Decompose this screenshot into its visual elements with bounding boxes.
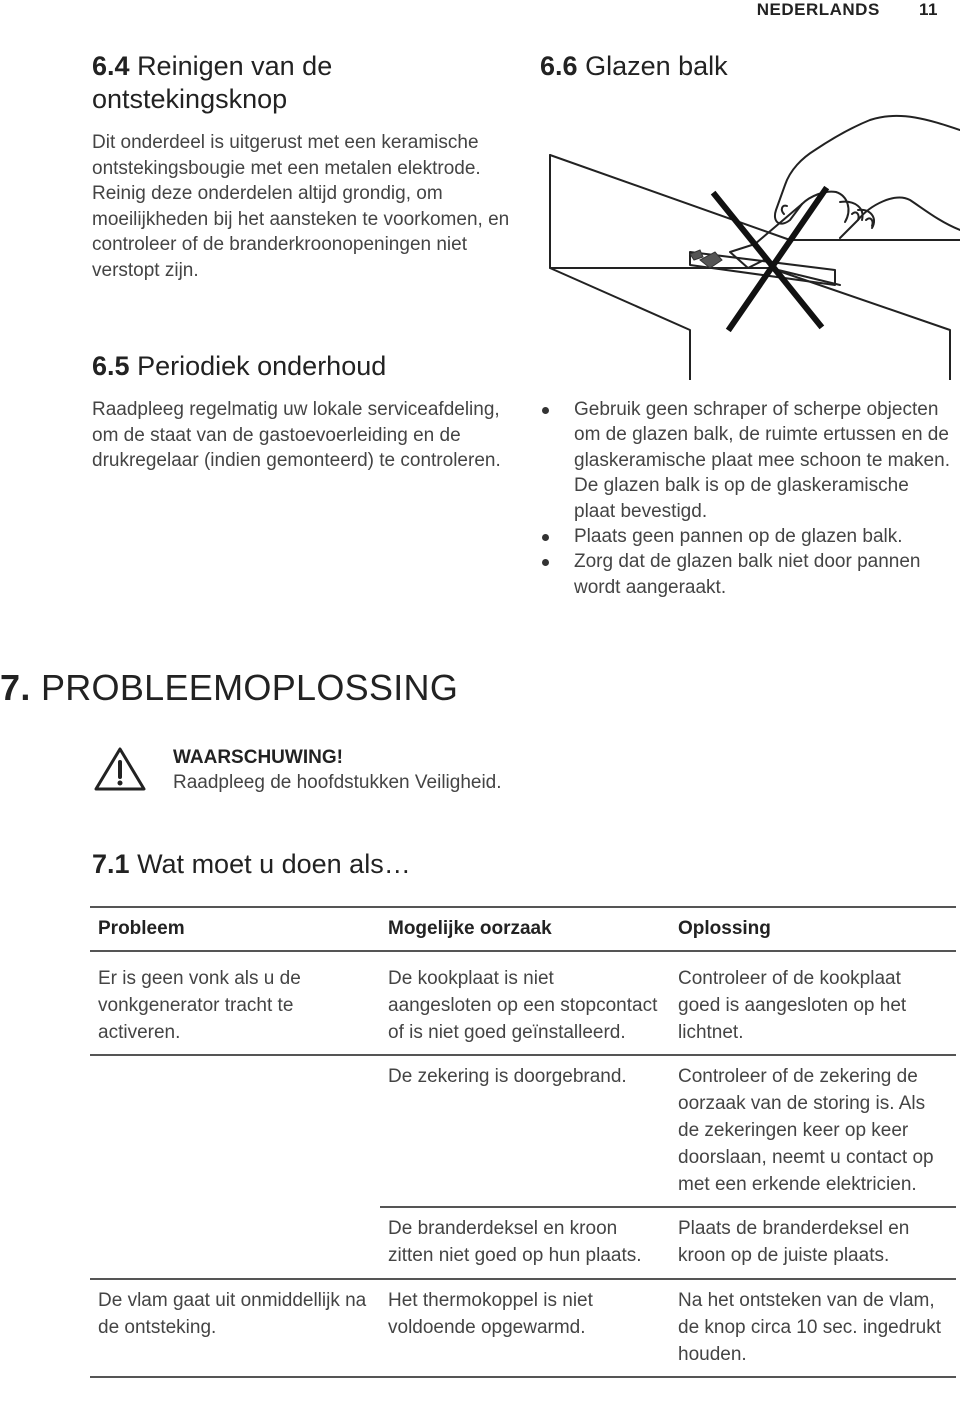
table-cell-problem: Er is geen vonk als u de vonkgenerator tracht te activeren. xyxy=(90,958,380,1055)
section-6-5-text: Raadpleeg regelmatig uw lokale serviceafdeling, om de staat van de gastoevoerleiding en de drukregelaar (indien gemonteerd) te controleren. xyxy=(92,399,501,472)
table-cell-solution: Plaats de branderdeksel en kroon op de juiste plaats. xyxy=(670,1207,956,1279)
section-6-4-heading xyxy=(92,50,512,116)
header-language: NEDERLANDS xyxy=(756,0,880,19)
section-6-5-number: 6.5 xyxy=(92,351,130,381)
table-row xyxy=(90,1207,956,1279)
glass-bar-scraper-illustration xyxy=(540,110,960,380)
section-7-1-number: 7.1 xyxy=(92,849,130,879)
page-number: 11 xyxy=(919,0,938,19)
table-header-cause: Mogelijke oorzaak xyxy=(380,907,670,951)
section-6-5 xyxy=(92,350,512,474)
section-6-4 xyxy=(92,50,512,284)
warning-triangle-icon xyxy=(93,746,147,792)
warning-text: Raadpleeg de hoofdstukken Veiligheid. xyxy=(173,772,502,793)
bullet-list xyxy=(540,397,955,600)
table-cell-cause: Het thermokoppel is niet voldoende opgewarmd. xyxy=(380,1279,670,1377)
table-cell-solution: Na het ontsteken van de vlam, de knop circa 10 sec. ingedrukt houden. xyxy=(670,1279,956,1377)
table-cell-problem xyxy=(90,1207,380,1279)
page-header xyxy=(757,0,938,20)
table-row xyxy=(90,1055,956,1207)
table-row xyxy=(90,958,956,1055)
section-6-4-text: Dit onderdeel is uitgerust met een keramische ontstekingsbougie met een metalen elektrode. Reinig deze onderdelen altijd grondig, om moeilijkheden bij het aansteken te voorkomen, en controleer of de branderkroonopeningen niet verstopt zijn. xyxy=(92,132,510,281)
troubleshooting-table xyxy=(90,906,956,1378)
chapter-7-number: 7. xyxy=(0,667,31,708)
section-6-4-title: Reinigen van de ontstekingsknop xyxy=(92,51,333,114)
warning-title: WAARSCHUWING! xyxy=(173,747,343,768)
table-header-solution: Oplossing xyxy=(670,907,956,951)
bullet-item: Plaats geen pannen op de glazen balk. xyxy=(540,524,955,549)
bullet-item: Zorg dat de glazen balk niet door pannen wordt aangeraakt. xyxy=(540,549,955,600)
table-header-row xyxy=(90,907,956,951)
table-spacer xyxy=(90,951,956,958)
chapter-7-title: PROBLEEMOPLOSSING xyxy=(40,667,459,708)
table-cell-cause: De zekering is doorgebrand. xyxy=(380,1055,670,1207)
table-row xyxy=(90,1279,956,1377)
section-6-4-number: 6.4 xyxy=(92,51,130,81)
table-cell-solution: Controleer of de kookplaat goed is aangesloten op het lichtnet. xyxy=(670,958,956,1055)
table-cell-problem: De vlam gaat uit onmiddellijk na de ontsteking. xyxy=(90,1279,380,1377)
table-cell-cause: De branderdeksel en kroon zitten niet goed op hun plaats. xyxy=(380,1207,670,1279)
warning-block xyxy=(173,745,513,795)
table-header-problem: Probleem xyxy=(90,907,380,951)
section-6-6-number: 6.6 xyxy=(540,51,578,81)
section-6-6-heading xyxy=(540,50,950,83)
bullet-item: Gebruik geen schraper of scherpe objecten om de glazen balk, de ruimte ertussen en de glaskeramische plaat mee schoon te maken. De glazen balk is op de glaskeramische plaat bevestigd. xyxy=(540,397,955,524)
section-7-1 xyxy=(92,848,592,881)
chapter-7-heading xyxy=(0,668,900,708)
section-6-6-bullets xyxy=(540,397,955,600)
section-7-1-title: Wat moet u doen als… xyxy=(137,849,411,879)
section-7-1-heading xyxy=(92,848,592,881)
section-6-6-title: Glazen balk xyxy=(585,51,728,81)
section-6-6 xyxy=(540,50,950,83)
table-cell-cause: De kookplaat is niet aangesloten op een stopcontact of is niet goed geïnstalleerd. xyxy=(380,958,670,1055)
chapter-7 xyxy=(0,668,900,708)
table-cell-problem xyxy=(90,1055,380,1207)
section-6-5-title: Periodiek onderhoud xyxy=(137,351,387,381)
table-cell-solution: Controleer of de zekering de oorzaak van de storing is. Als de zekeringen keer op keer doorslaan, neemt u contact op met een erkende elektricien. xyxy=(670,1055,956,1207)
section-6-5-heading xyxy=(92,350,512,383)
